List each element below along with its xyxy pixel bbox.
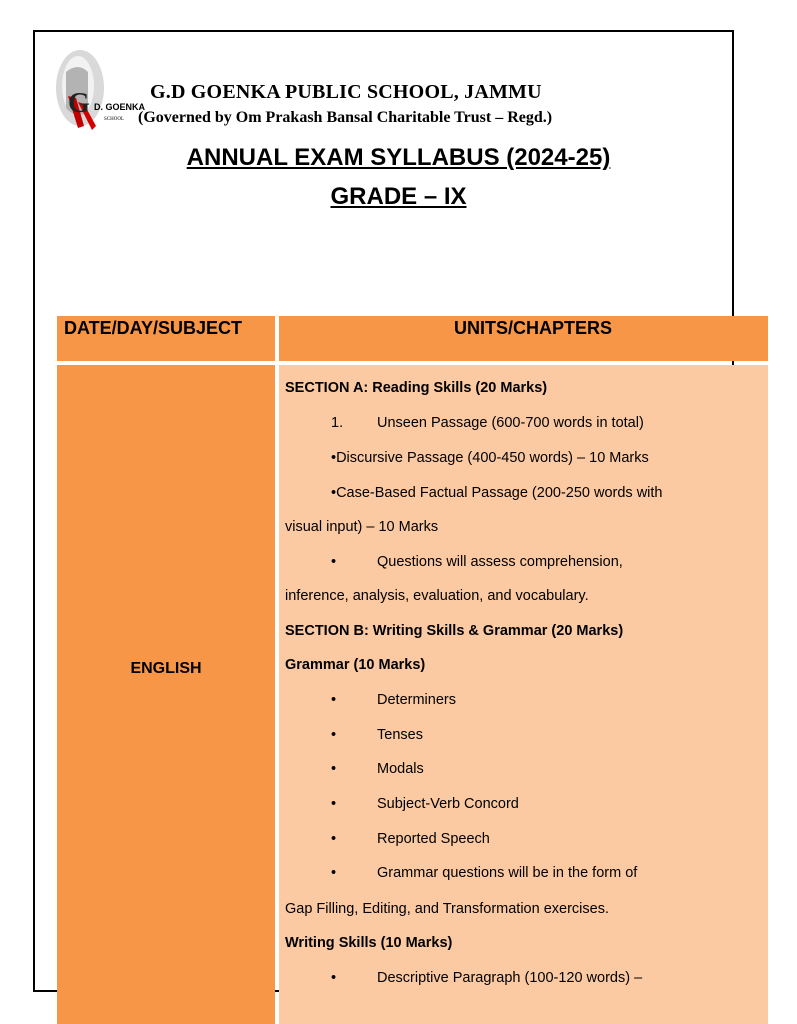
subject-cell	[57, 365, 275, 1024]
svg-text:D. GOENKA: D. GOENKA	[94, 102, 146, 112]
bullet-icon: •	[331, 970, 337, 986]
list-item: Descriptive Paragraph (100-120 words) –	[377, 970, 643, 986]
bullet-icon: •	[331, 761, 337, 777]
grade-title: GRADE – IX	[330, 183, 467, 210]
list-item: Reported Speech	[377, 831, 490, 847]
col2-header: UNITS/CHAPTERS	[454, 318, 613, 338]
list-item-continuation: Gap Filling, Editing, and Transformation exercises.	[285, 901, 609, 917]
col1-header: DATE/DAY/SUBJECT	[64, 318, 243, 338]
school-logo	[48, 42, 146, 138]
list-item: •Case-Based Factual Passage (200-250 words with	[331, 485, 663, 501]
list-item: Grammar questions will be in the form of	[377, 865, 638, 881]
section-b-heading: SECTION B: Writing Skills & Grammar (20 Marks)	[285, 623, 624, 639]
list-item: Questions will assess comprehension,	[377, 554, 623, 570]
bullet-icon: •	[331, 727, 337, 743]
bullet-icon: •	[331, 865, 337, 881]
svg-text:SCHOOL: SCHOOL	[104, 117, 125, 122]
list-item: Determiners	[377, 692, 456, 708]
bullet-icon: •	[331, 692, 337, 708]
list-item-continuation: inference, analysis, evaluation, and vocabulary.	[285, 588, 589, 604]
list-item: Tenses	[377, 727, 423, 743]
bullet-icon: •	[331, 796, 337, 812]
school-governance: (Governed by Om Prakash Bansal Charitable Trust – Regd.)	[138, 109, 553, 126]
list-item: Subject-Verb Concord	[377, 796, 519, 812]
list-item-continuation: visual input) – 10 Marks	[285, 519, 439, 535]
bullet-icon: •	[331, 831, 337, 847]
writing-heading: Writing Skills (10 Marks)	[285, 935, 453, 951]
list-item: •Discursive Passage (400-450 words) – 10 Marks	[331, 450, 649, 466]
list-item: Modals	[377, 761, 424, 777]
school-name: G.D GOENKA PUBLIC SCHOOL, JAMMU	[150, 81, 542, 103]
page-title: ANNUAL EXAM SYLLABUS (2024-25)	[186, 144, 611, 171]
grammar-heading: Grammar (10 Marks)	[285, 657, 426, 673]
svg-text:G: G	[68, 88, 90, 119]
list-number: 1.	[331, 415, 344, 431]
list-item: Unseen Passage (600-700 words in total)	[377, 415, 644, 431]
bullet-icon: •	[331, 554, 337, 570]
section-a-heading: SECTION A: Reading Skills (20 Marks)	[285, 380, 548, 396]
subject-label: ENGLISH	[130, 660, 202, 677]
